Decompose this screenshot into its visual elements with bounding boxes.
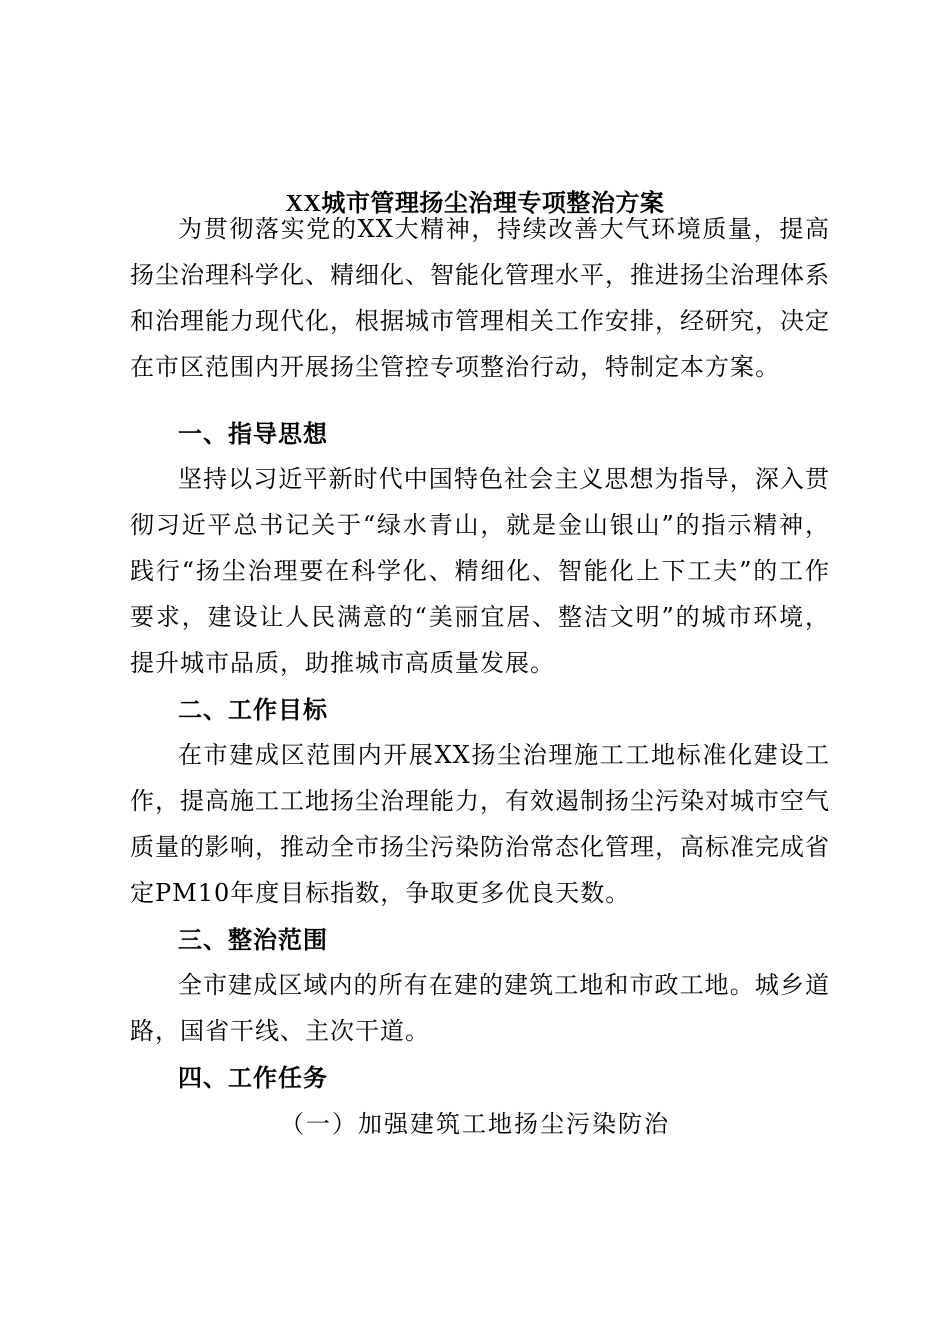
- section-4-heading: 四、工作任务: [178, 1064, 328, 1092]
- section-2-body: 在市建成区范围内开展XX扬尘治理施工工地标准化建设工作，提高施工工地扬尘治理能力，有效遏制扬尘污染对城市空气质量的影响，推动全市扬尘污染防治常态化管理，高标准完成省定PM10年度目标指数，争取更多优良天数。: [130, 741, 830, 907]
- section-4-subheading: （一）加强建筑工地扬尘污染防治: [280, 1110, 670, 1138]
- section-3-body: 全市建成区域内的所有在建的建筑工地和市政工地。城乡道路，国省干线、主次干道。: [130, 971, 830, 1045]
- section-1-heading: 一、指导思想: [178, 420, 328, 448]
- intro-paragraph: 为贯彻落实党的XX大精神，持续改善大气环境质量，提高扬尘治理科学化、精细化、智能化管理水平，推进扬尘治理体系和治理能力现代化，根据城市管理相关工作安排，经研究，决定在市区范围内开展扬尘管控专项整治行动，特制定本方案。: [130, 215, 830, 381]
- section-1-body: 坚持以习近平新时代中国特色社会主义思想为指导，深入贯彻习近平总书记关于“绿水青山，就是金山银山”的指示精神，践行“扬尘治理要在科学化、精细化、智能化上下工夫”的工作要求，建设让人民满意的“美丽宜居、整洁文明”的城市环境，提升城市品质，助推城市高质量发展。: [130, 465, 830, 677]
- section-2-heading: 二、工作目标: [178, 696, 328, 724]
- document-title: XX城市管理扬尘治理专项整治方案: [285, 191, 665, 217]
- section-3-heading: 三、整治范围: [178, 926, 328, 954]
